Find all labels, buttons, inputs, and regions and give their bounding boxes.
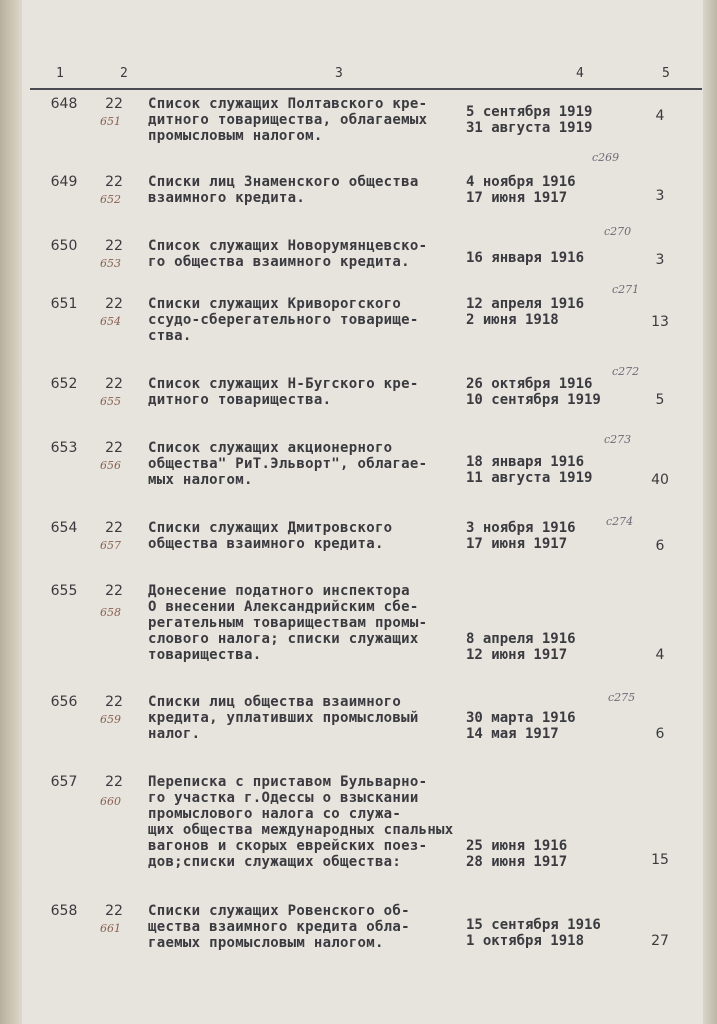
fond-number: 22 xyxy=(105,296,123,312)
entry-dates: 26 октября 1916 10 сентября 1919 xyxy=(466,376,601,408)
handwritten-note: с269 xyxy=(592,151,620,164)
fond-number: 22 xyxy=(105,238,123,254)
fond-number: 22 xyxy=(105,583,123,599)
entry-number: 654 xyxy=(50,520,78,536)
old-number-handwritten: 655 xyxy=(100,395,121,408)
entry-dates: 8 апреля 1916 12 июня 1917 xyxy=(466,631,576,663)
column-header-5: 5 xyxy=(662,66,670,81)
handwritten-note: с271 xyxy=(612,283,640,296)
entry-number: 655 xyxy=(50,583,78,599)
entry-title: Списки лиц общества взаимного кредита, уплативших промысловый налог. xyxy=(148,694,419,742)
entry-title: Список служащих Новорумянцевско- го общества взаимного кредита. xyxy=(148,238,428,270)
column-header-row xyxy=(30,60,702,90)
sheet-count: 5 xyxy=(655,392,665,408)
entry-dates: 18 января 1916 11 августа 1919 xyxy=(466,454,593,486)
entry-dates: 4 ноября 1916 17 июня 1917 xyxy=(466,174,576,206)
page-right-edge xyxy=(703,0,717,1024)
old-number-handwritten: 656 xyxy=(100,459,121,472)
fond-number: 22 xyxy=(105,174,123,190)
entry-dates: 30 марта 1916 14 мая 1917 xyxy=(466,710,576,742)
entry-title: Списки служащих Криворогского ссудо-сберегательного товарище- ства. xyxy=(148,296,419,344)
sheet-count: 4 xyxy=(655,108,665,124)
sheet-count: 3 xyxy=(655,252,665,268)
old-number-handwritten: 661 xyxy=(100,922,121,935)
fond-number: 22 xyxy=(105,903,123,919)
entry-title: Список служащих Н-Бугского кре- дитного товарищества. xyxy=(148,376,419,408)
handwritten-note: с275 xyxy=(608,691,636,704)
entry-number: 656 xyxy=(50,694,78,710)
entry-number: 653 xyxy=(50,440,78,456)
column-header-3: 3 xyxy=(335,66,343,81)
fond-number: 22 xyxy=(105,520,123,536)
column-header-4: 4 xyxy=(576,66,584,81)
entry-title: Список служащих акционерного общества" РиТ.Эльворт", облагае- мых налогом. xyxy=(148,440,428,488)
entry-number: 648 xyxy=(50,96,78,112)
fond-number: 22 xyxy=(105,96,123,112)
handwritten-note: с270 xyxy=(604,225,632,238)
old-number-handwritten: 654 xyxy=(100,315,121,328)
handwritten-note: с274 xyxy=(606,515,634,528)
entry-dates: 25 июня 1916 28 июня 1917 xyxy=(466,838,568,870)
column-header-1: 1 xyxy=(56,66,64,81)
sheet-count: 4 xyxy=(655,647,665,663)
old-number-handwritten: 657 xyxy=(100,539,121,552)
handwritten-note: с272 xyxy=(612,365,640,378)
sheet-count: 27 xyxy=(651,933,669,949)
entry-number: 658 xyxy=(50,903,78,919)
handwritten-note: с273 xyxy=(604,433,632,446)
entry-dates: 5 сентября 1919 31 августа 1919 xyxy=(466,104,593,136)
old-number-handwritten: 653 xyxy=(100,257,121,270)
entry-title: Переписка с приставом Бульварно- го участка г.Одессы о взыскании промыслового налога со служа- щих общества международных спальных вагонов и скорых еврейских поез- дов;списки служащих общества: xyxy=(148,774,454,870)
entry-dates: 12 апреля 1916 2 июня 1918 xyxy=(466,296,585,328)
sheet-count: 15 xyxy=(651,852,669,868)
sheet-count: 3 xyxy=(655,188,665,204)
column-header-2: 2 xyxy=(120,66,128,81)
entry-number: 649 xyxy=(50,174,78,190)
entry-title: Донесение податного инспектора О внесении Александрийским сбе- регательным товариществам промы- слового налога; списки служащих товарищества. xyxy=(148,583,428,663)
entry-title: Списки служащих Ровенского об- щества взаимного кредита обла- гаемых промысловым налогом. xyxy=(148,903,410,951)
old-number-handwritten: 651 xyxy=(100,115,121,128)
entry-number: 651 xyxy=(50,296,78,312)
fond-number: 22 xyxy=(105,694,123,710)
old-number-handwritten: 652 xyxy=(100,193,121,206)
old-number-handwritten: 659 xyxy=(100,713,121,726)
fond-number: 22 xyxy=(105,440,123,456)
entry-number: 657 xyxy=(50,774,78,790)
old-number-handwritten: 658 xyxy=(100,606,121,619)
entry-dates: 3 ноября 1916 17 июня 1917 xyxy=(466,520,576,552)
old-number-handwritten: 660 xyxy=(100,795,121,808)
entry-number: 652 xyxy=(50,376,78,392)
sheet-count: 40 xyxy=(651,472,669,488)
fond-number: 22 xyxy=(105,774,123,790)
entry-dates: 15 сентября 1916 1 октября 1918 xyxy=(466,917,601,949)
entry-title: Списки служащих Дмитровского общества взаимного кредита. xyxy=(148,520,393,552)
page-left-edge xyxy=(0,0,22,1024)
sheet-count: 13 xyxy=(651,314,669,330)
sheet-count: 6 xyxy=(655,726,665,742)
entry-title: Списки лиц Знаменского общества взаимного кредита. xyxy=(148,174,419,206)
fond-number: 22 xyxy=(105,376,123,392)
entry-number: 650 xyxy=(50,238,78,254)
entry-dates: 16 января 1916 xyxy=(466,250,585,266)
entry-title: Список служащих Полтавского кре- дитного товарищества, облагаемых промысловым налогом. xyxy=(148,96,428,144)
sheet-count: 6 xyxy=(655,538,665,554)
